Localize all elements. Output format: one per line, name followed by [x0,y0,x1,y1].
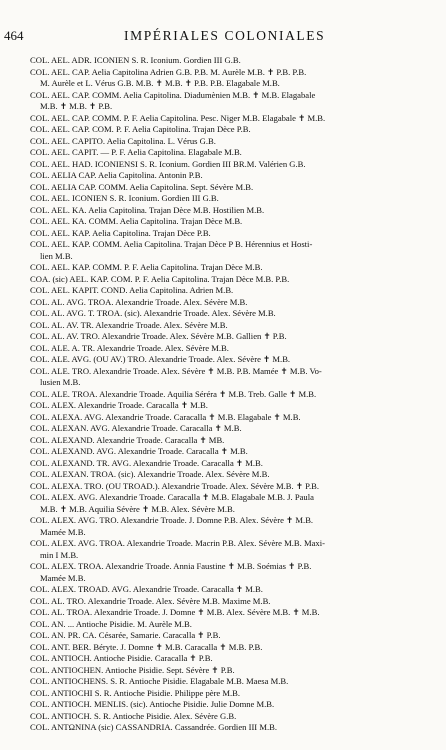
entry-line: COL. AEL. CAP. Aelia Capitolina Adrien G.B. P.B. M. Aurèle M.B. ✝ P.B. P.B. [30,66,307,77]
entry-list [30,55,442,734]
running-title: IMPÉRIALES COLONIALES [124,28,326,43]
entry-line: COL. AEL. KAP. Aelia Capitolina. Trajan Dèce P.B. [30,227,211,238]
entry-line: COL. ALEXA. TRO. (OU TROAD.). Alexandrie Troade. Alex. Sévère M.B. ✝ P.B. [30,480,320,491]
entry-line: COL. AL. AVG. T. TROA. (sic). Alexandrie Troade. Alex. Sévère M.B. [30,308,276,318]
entry-line: COL. ANTIOCHEN. Antioche Pisidie. Sept. Sévère ✝ P.B. [30,664,235,675]
entry-line: COL. ALEX. TROA. Alexandrie Troade. Annia Faustine ✝ M.B. Soémias ✝ P.B. [30,561,312,571]
entry-line: COL. ANTIOCHI S. R. Antioche Pisidie. Philippe père M.B. [30,687,241,698]
entry-line: COL. ALEXAND. AVG. Alexandrie Troade. Caracalla ✝ M.B. [30,446,248,456]
entry-line: COL. ALE. TRO. Alexandrie Troade. Alex. Sévère ✝ M.B. P.B. Mamée ✝ M.B. Vo- [30,365,322,376]
entry-line: COL. AELIA CAP. Aelia Capitolina. Antonin P.B. [30,170,203,180]
entry-line: COL. ANT. BER. Béryte. J. Domne ✝ M.B. Caracalla ✝ M.B. P.B. [30,641,263,652]
entry-line: COL. ALEXAN. TROA. (sic). Alexandrie Troade. Alex. Sévère M.B. [30,469,270,479]
entry-line: M.B. ✝ M.B. ✝ P.B. [40,101,113,111]
entry-line: COL. AEL. KA. Aelia Capitolina. Trajan Dèce M.B. Hostilien M.B. [30,204,265,215]
entry-line: COL. ALEXAN. AVG. Alexandrie Troade. Caracalla ✝ M.B. [30,423,242,433]
entry-line: COL. ANTIOCH. MENLIS. (sic). Antioche Pisidie. Julie Domne M.B. [30,699,275,709]
entry-line: COL. ANTIOCH. Antioche Pisidie. Caracalla ✝ P.B. [30,653,213,663]
entry-line: COL. AL. AV. TRO. Alexandrie Troade. Alex. Sévère M.B. Gallien ✝ P.B. [30,331,287,341]
entry-line: COL. ALEXAND. Alexandrie Troade. Caracalla ✝ MB. [30,434,225,445]
entry-line: COL. ALEX. AVG. TROA. Alexandrie Troade. Macrin P.B. Alex. Sévère M.B. Maxi- [30,538,325,548]
entry-line: COL. ALE. A. TR. Alexandrie Troade. Alex. Sévère M.B. [30,342,229,353]
entry-line: COL. AEL. CAPITO. Aelia Capitolina. L. Vérus G.B. [30,135,216,146]
entry-line: COL. ANTΩNINA (sic) CASSANDRIA. Cassandrée. Gordien III M.B. [30,722,277,732]
entry-line: COL. ANTIOCHENS. S. R. Antioche Pisidie. Elagabale M.B. Maesa M.B. [30,676,289,686]
entry-line: M. Aurèle et L. Vérus G.B. M.B. ✝ M.B. ✝ P.B. P.B. Elagabale M.B. [40,78,280,88]
entry-line: COL. AEL. CAP. COM. P. F. Aelia Capitolina. Trajan Dèce P.B. [30,124,251,134]
entry-line: COL. AEL. CAP. COMM. Aelia Capitolina. Diadumènien M.B. ✝ M.B. Elagabale [30,89,316,100]
page-number: 464 [4,28,24,43]
entry-line: COL. ANTIOCH. S. R. Antioche Pisidie. Alex. Sévère G.B. [30,710,237,721]
entry-line: COL. AELIA CAP. COMM. Aelia Capitolina. Sept. Sévère M.B. [30,181,254,192]
entry-line: COA. (sic) AEL. KAP. COM. P. F. Aelia Capitolina. Trajan Dèce M.B. P.B. [30,273,290,284]
entry-line: Mamée M.B. [40,526,86,537]
entry-line: Mamée M.B. [40,572,86,583]
entry-line: lien M.B. [40,250,73,261]
entry-line: COL. AEL. KAP. COMM. P. F. Aelia Capitolina. Trajan Dèce M.B. [30,262,263,272]
entry-line: COL. AL. AVG. TROA. Alexandrie Troade. Alex. Sévère M.B. [30,296,248,307]
entry-line: COL. AEL. HAD. ICONIENSI S. R. Iconium. Gordien III BR.M. Valérien G.B. [30,158,306,169]
entry-line: lusien M.B. [40,377,81,387]
entry-line: COL. AL. TRO. Alexandrie Troade. Alex. Sévère M.B. Maxime M.B. [30,595,271,606]
entry-line: COL. ALEXA. AVG. Alexandrie Troade. Caracalla ✝ M.B. Elagabale ✝ M.B. [30,411,301,422]
entry-line: COL. AEL. ADR. ICONIEN S. R. Iconium. Gordien III G.B. [30,55,241,65]
entry-line: COL. ALEX. AVG. Alexandrie Troade. Caracalla ✝ M.B. Elagabale M.B. J. Paula [30,492,314,502]
entry-line: COL. AEL. KAPIT. COND. Aelia Capitolina. Adrien M.B. [30,285,234,295]
entry-line: COL. ALEX. AVG. TRO. Alexandrie Troade. J. Domne P.B. Alex. Sévère ✝ M.B. [30,515,314,525]
entry-line: COL. AEL. KAP. COMM. Aelia Capitolina. Trajan Dèce P B. Hérennius et Hosti- [30,239,313,249]
entry-line: COL. AL. AV. TR. Alexandrie Troade. Alex. Sévère M.B. [30,319,228,330]
entry-line: COL. AL. TROA. Alexandrie Troade. J. Domne ✝ M.B. Alex. Sévère M.B. ✝ M.B. [30,607,320,617]
entry-line: COL. ALE. AVG. (OU AV.) TRO. Alexandrie Troade. Alex. Sévère ✝ M.B. [30,354,291,364]
entry-line: COL. ALEXAND. TR. AVG. Alexandrie Troade. Caracalla ✝ M.B. [30,457,263,468]
entry-line: min I M.B. [40,549,79,560]
page-header [4,28,438,44]
entry-line: COL. AN. PR. CA. Césarée, Samarie. Caracalla ✝ P.B. [30,630,221,640]
entry-line: COL. AN. ... Antioche Pisidie. M. Aurèle M.B. [30,618,192,629]
entry-line: COL. ALE. TROA. Alexandrie Troade. Aquilia Séréra ✝ M.B. Treb. Galle ✝ M.B. [30,388,317,399]
entry-line: COL. AEL. CAP. COMM. P. F. Aelia Capitolina. Pesc. Niger M.B. Elagabale ✝ M.B. [30,112,326,123]
entry-line: M.B. ✝ M.B. Aquilia Sévère ✝ M.B. Alex. Sévère M.B. [40,503,235,514]
entry-line: COL. ALEX. Alexandrie Troade. Caracalla ✝ M.B. [30,400,208,410]
entry-line: COL. ALEX. TROAD. AVG. Alexandrie Troade. Caracalla ✝ M.B. [30,584,263,594]
entry-line: COL. AEL. KA. COMM. Aelia Capitolina. Trajan Dèce M.B. [30,216,243,226]
entry-line: COL. AEL. CAPIT. — P. F. Aelia Capitolina. Elagabale M.B. [30,147,242,157]
entry-line: COL. AEL. ICONIEN S. R. Iconium. Gordien III G.B. [30,193,219,203]
